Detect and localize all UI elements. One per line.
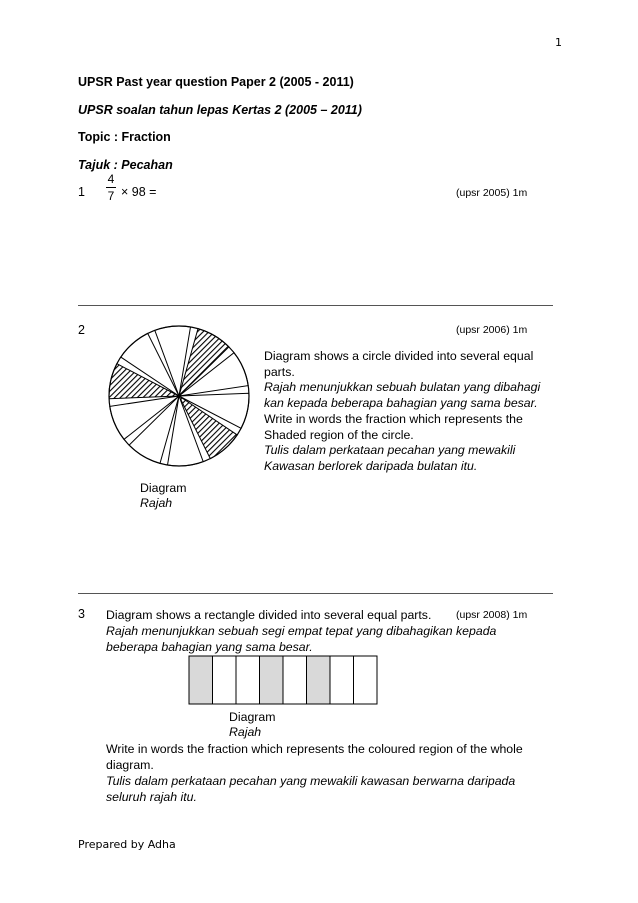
footer: Prepared by Adha (78, 838, 176, 851)
caption-malay: Rajah (229, 725, 262, 739)
question-3-line-2: Rajah menunjukkan sebuah segi empat tepat yang dibahagikan kepada (106, 624, 497, 638)
question-3-source: (upsr 2008) 1m (456, 609, 528, 621)
question-3-number: 3 (78, 607, 85, 621)
question-3-instruction-line: Tulis dalam perkataan pecahan yang mewakili kawasan berwarna daripada (106, 774, 516, 788)
question-3-instruction-line: seluruh rajah itu. (106, 790, 197, 804)
coloured-cell (189, 656, 213, 704)
coloured-cell (260, 656, 284, 704)
caption-english: Diagram (229, 710, 276, 724)
section-divider (78, 305, 553, 306)
question-1-number: 1 (78, 185, 85, 199)
caption-malay: Rajah (140, 496, 173, 510)
topic-malay: Tajuk : Pecahan (78, 158, 173, 172)
question-3-instruction-line: diagram. (106, 758, 154, 772)
coloured-cell (307, 656, 331, 704)
question-2-text (264, 349, 564, 475)
question-3-caption (229, 710, 275, 740)
question-1-source: (upsr 2005) 1m (456, 187, 528, 199)
question-2-text-line: Kawasan berlorek daripada bulatan itu. (264, 458, 478, 473)
divided-rectangle-diagram (188, 654, 378, 706)
question-3-line-1: Diagram shows a rectangle divided into several equal parts. (106, 608, 432, 622)
title-english: UPSR Past year question Paper 2 (2005 - 2011) (78, 75, 354, 89)
question-2-number: 2 (78, 323, 85, 337)
question-2-text-line: Tulis dalam perkataan pecahan yang mewakili (264, 443, 516, 458)
question-2-text-line: parts. (264, 364, 295, 379)
question-1-expression: × 98 = (121, 185, 157, 199)
question-3-instruction-line: Write in words the fraction which represents the coloured region of the whole (106, 742, 523, 756)
question-2-text-line: Shaded region of the circle. (264, 427, 414, 442)
fraction-bar (106, 187, 116, 188)
question-2-text-line: Diagram shows a circle divided into several equal (264, 349, 534, 363)
question-2-caption (140, 481, 186, 511)
section-divider (78, 593, 553, 594)
rectangle-cell (283, 656, 307, 704)
question-2-text-line: Write in words the fraction which represents the (264, 411, 523, 426)
topic-english: Topic : Fraction (78, 130, 171, 144)
question-2-text-line: Rajah menunjukkan sebuah bulatan yang dibahagi (264, 380, 541, 395)
title-malay: UPSR soalan tahun lepas Kertas 2 (2005 – 2011) (78, 103, 362, 117)
fraction-denominator: 7 (107, 189, 115, 203)
caption-english: Diagram (140, 481, 187, 495)
fraction (106, 172, 116, 203)
question-3-instructions (106, 741, 523, 805)
rectangle-cell (213, 656, 237, 704)
question-3-line-3: beberapa bahagian yang sama besar. (106, 640, 313, 654)
question-2-source: (upsr 2006) 1m (456, 324, 528, 336)
question-2-text-line: kan kepada beberapa bahagian yang sama besar. (264, 396, 538, 411)
page-number: 1 (555, 36, 562, 49)
fraction-numerator: 4 (107, 172, 115, 186)
rectangle-cell (236, 656, 260, 704)
divided-circle-diagram (102, 319, 256, 473)
rectangle-cell (354, 656, 378, 704)
rectangle-cell (330, 656, 354, 704)
